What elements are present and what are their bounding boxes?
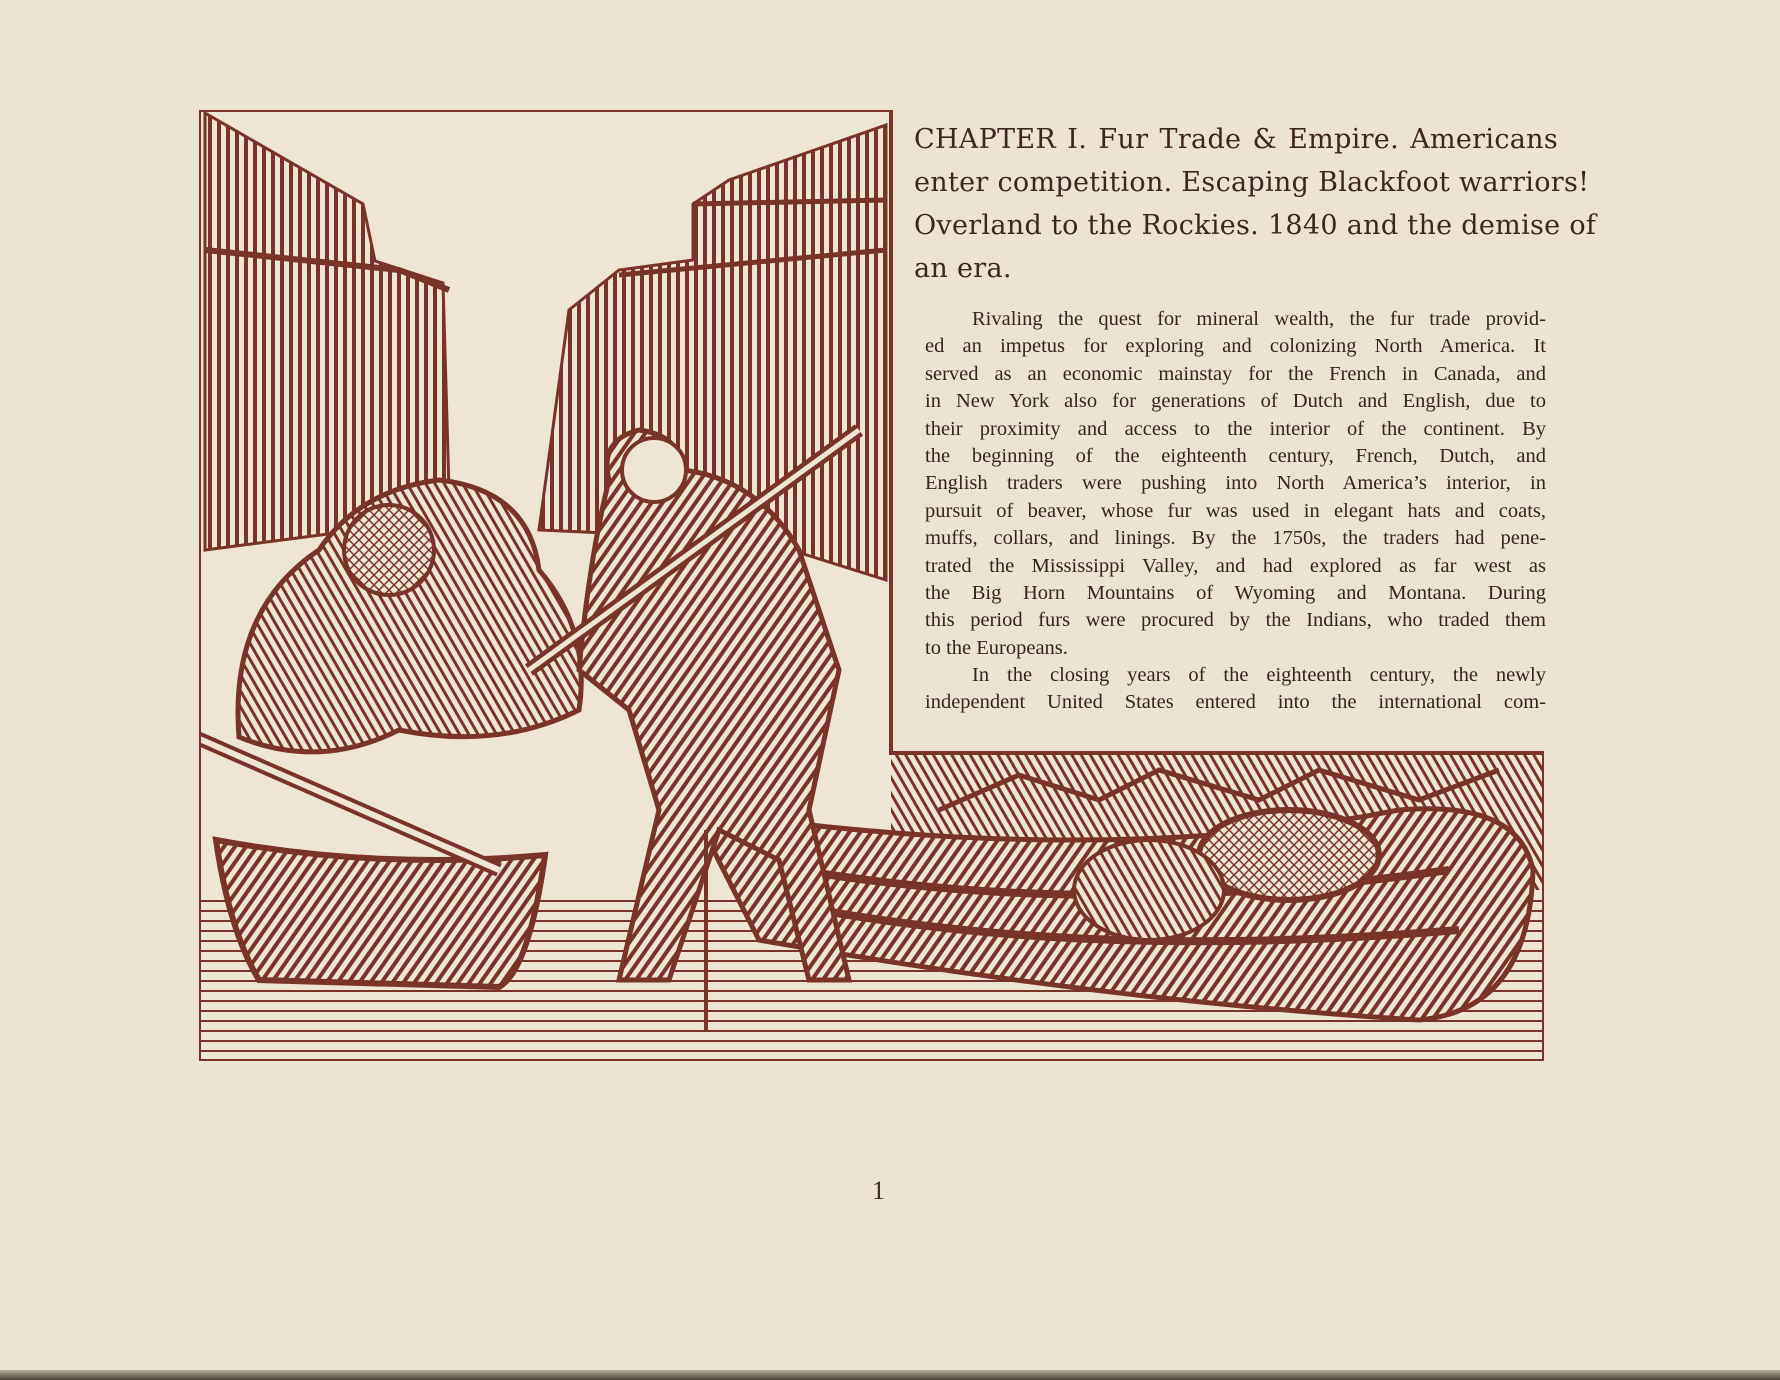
text-line: English traders were pushing into North America’s interior, in: [925, 472, 1546, 495]
chapter-heading: [914, 118, 1597, 290]
heading-line: CHAPTER I. Fur Trade & Empire. Americans: [914, 124, 1558, 155]
text-line: muffs, collars, and linings. By the 1750s, the traders had pene-: [925, 527, 1546, 550]
text-line: independent United States entered into the international com-: [925, 691, 1546, 714]
page-edge-shadow: [0, 1370, 1780, 1380]
body-text: [925, 306, 1546, 717]
text-line: this period furs were procured by the Indians, who traded them: [925, 609, 1546, 632]
text-line: the beginning of the eighteenth century, French, Dutch, and: [925, 444, 1546, 467]
heading-line: Overland to the Rockies. 1840 and the demise of: [914, 210, 1597, 241]
text-line: their proximity and access to the interior of the continent. By: [925, 417, 1546, 440]
text-line: in New York also for generations of Dutch and English, due to: [925, 390, 1546, 413]
fur-bundle: [1074, 840, 1224, 940]
snowshoe: [1199, 810, 1379, 900]
text-line: trated the Mississippi Valley, and had explored as far west as: [925, 554, 1546, 577]
page-number: 1: [872, 1176, 885, 1205]
text-line: to the Europeans.: [925, 636, 1068, 659]
text-line: pursuit of beaver, whose fur was used in elegant hats and coats,: [925, 499, 1546, 522]
heading-line: an era.: [914, 253, 1012, 284]
text-line: the Big Horn Mountains of Wyoming and Montana. During: [925, 581, 1546, 604]
text-line: In the closing years of the eighteenth century, the newly: [972, 664, 1546, 687]
text-line: Rivaling the quest for mineral wealth, the fur trade provid-: [972, 308, 1546, 330]
heading-line: enter competition. Escaping Blackfoot warriors!: [914, 167, 1590, 198]
text-line: ed an impetus for exploring and colonizing North America. It: [925, 335, 1546, 358]
text-line: served as an economic mainstay for the French in Canada, and: [925, 362, 1546, 385]
